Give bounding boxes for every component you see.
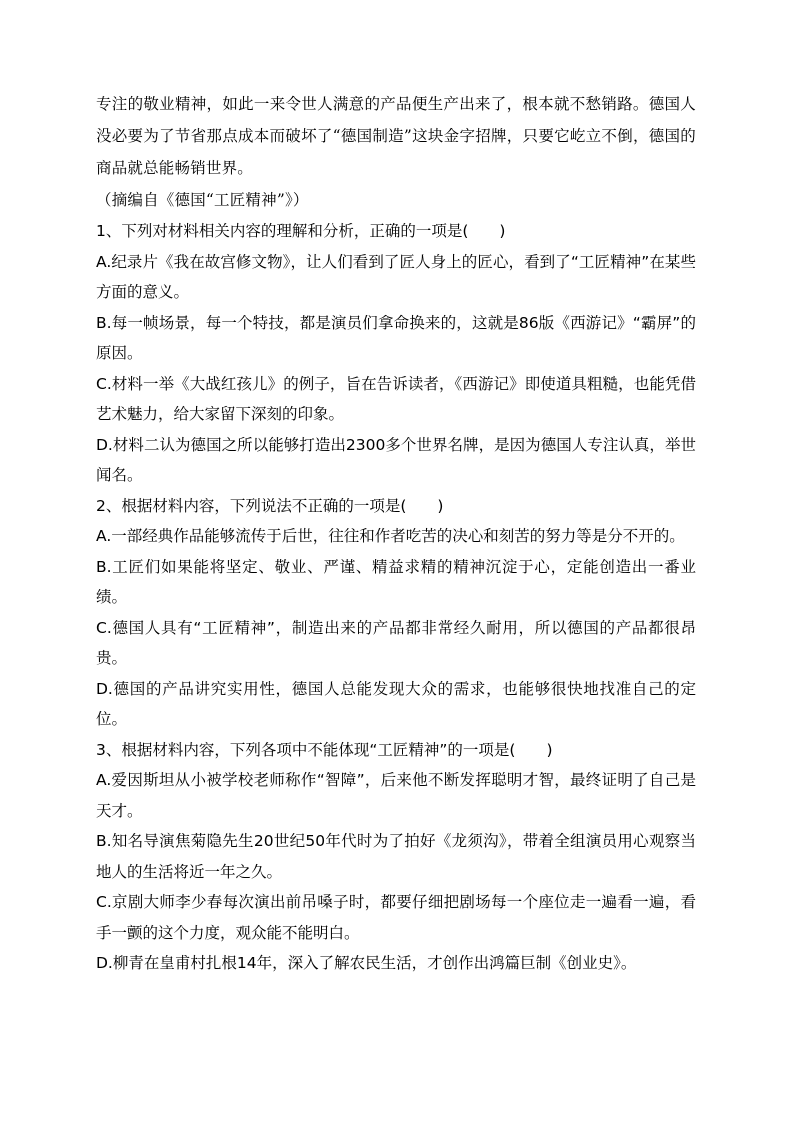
option-c: C.京剧大师李少春每次演出前吊嗓子时，都要仔细把剧场每一个座位走一遍看一遍，看手一颤的这个力度，观众能不能明白。 <box>96 893 696 942</box>
document-page <box>96 88 696 979</box>
option-d: D.材料二认为德国之所以能够打造出2300多个世界名牌，是因为德国人专注认真，举世闻名。 <box>96 435 696 484</box>
passage <box>96 88 696 216</box>
question-stem: 2、根据材料内容，下列说法不正确的一项是( ) <box>96 496 444 515</box>
option-d: D.德国的产品讲究实用性，德国人总能发现大众的需求，也能够很快地找准自己的定位。 <box>96 679 696 728</box>
passage-source: （摘编自《德国“工匠精神”》） <box>96 191 309 209</box>
option-b: B.每一帧场景，每一个特技，都是演员们拿命换来的，这就是86版《西游记》“霸屏”的原因。 <box>96 313 696 362</box>
question-3 <box>96 735 696 979</box>
option-c: C.材料一举《大战红孩儿》的例子，旨在告诉读者，《西游记》即使道具粗糙，也能凭借艺术魅力，给大家留下深刻的印象。 <box>96 374 696 423</box>
question-stem: 1、下列对材料相关内容的理解和分析，正确的一项是( ) <box>96 222 506 240</box>
question-1 <box>96 216 696 491</box>
option-d: D.柳青在皇甫村扎根14年，深入了解农民生活，才创作出鸿篇巨制《创业史》。 <box>96 954 637 972</box>
option-a: A.爱因斯坦从小被学校老师称作“智障”，后来他不断发挥聪明才智，最终证明了自己是天才。 <box>96 771 696 820</box>
option-a: A.纪录片《我在故宫修文物》，让人们看到了匠人身上的匠心，看到了“工匠精神”在某些方面的意义。 <box>96 252 696 301</box>
question-2 <box>96 491 696 735</box>
option-b: B.工匠们如果能将坚定、敬业、严谨、精益求精的精神沉淀于心，定能创造出一番业绩。 <box>96 557 696 606</box>
question-list <box>96 216 696 979</box>
passage-paragraph: 专注的敬业精神，如此一来令世人满意的产品便生产出来了，根本就不愁销路。德国人没必要为了节省那点成本而破坏了“德国制造”这块金字招牌，只要它屹立不倒，德国的商品就总能畅销世界。 <box>96 95 696 177</box>
option-b: B.知名导演焦菊隐先生20世纪50年代时为了拍好《龙须沟》，带着全组演员用心观察当地人的生活将近一年之久。 <box>96 832 696 881</box>
option-c: C.德国人具有“工匠精神”，制造出来的产品都非常经久耐用，所以德国的产品都很昂贵。 <box>96 618 696 667</box>
question-stem: 3、根据材料内容，下列各项中不能体现“工匠精神”的一项是( ) <box>96 740 553 759</box>
option-a: A.一部经典作品能够流传于后世，往往和作者吃苦的决心和刻苦的努力等是分不开的。 <box>96 527 685 545</box>
